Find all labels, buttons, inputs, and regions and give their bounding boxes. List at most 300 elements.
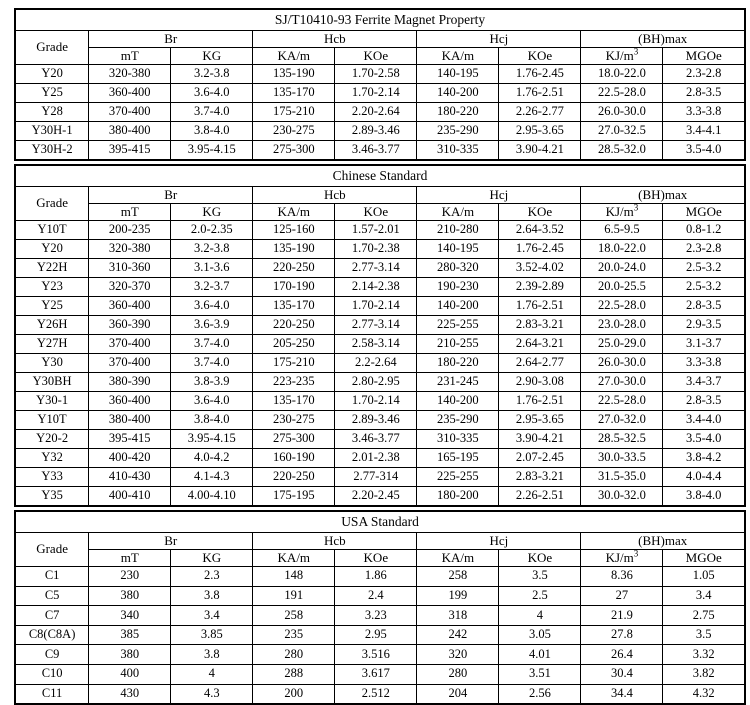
value-cell: 148 (253, 567, 335, 587)
table-row (15, 65, 745, 84)
value-cell: 3.6-3.9 (171, 316, 253, 335)
value-cell: 3.516 (335, 645, 417, 665)
value-cell: 4 (499, 606, 581, 626)
column-header-unit: mT (89, 550, 171, 567)
grade-cell: Y30-1 (15, 392, 89, 411)
value-cell: 2.4 (335, 586, 417, 606)
value-cell: 3.05 (499, 625, 581, 645)
value-cell: 370-400 (89, 354, 171, 373)
column-header-unit: MGOe (663, 204, 745, 221)
value-cell: 2.8-3.5 (663, 297, 745, 316)
grade-cell: Y20 (15, 240, 89, 259)
value-cell: 320-380 (89, 240, 171, 259)
value-cell: 3.8 (171, 586, 253, 606)
grade-cell: C1 (15, 567, 89, 587)
column-header-unit: KOe (335, 204, 417, 221)
table-row (15, 373, 745, 392)
value-cell: 2.5-3.2 (663, 278, 745, 297)
value-cell: 18.0-22.0 (581, 65, 663, 84)
value-cell: 4.32 (663, 684, 745, 704)
value-cell: 3.7-4.0 (171, 335, 253, 354)
table-title: USA Standard (15, 511, 745, 533)
value-cell: 2.77-3.14 (335, 316, 417, 335)
table-row (15, 392, 745, 411)
column-header-unit: KOe (335, 550, 417, 567)
table-row (15, 240, 745, 259)
value-cell: 3.1-3.7 (663, 335, 745, 354)
grade-cell: Y27H (15, 335, 89, 354)
column-group-hcb: Hcb (253, 187, 417, 204)
column-header-unit: KA/m (253, 48, 335, 65)
column-group-bhmax: (BH)max (581, 187, 745, 204)
value-cell: 200 (253, 684, 335, 704)
value-cell: 3.82 (663, 664, 745, 684)
value-cell: 258 (253, 606, 335, 626)
grade-cell: Y28 (15, 103, 89, 122)
table-row (15, 141, 745, 161)
value-cell: 210-280 (417, 221, 499, 240)
value-cell: 3.5-4.0 (663, 141, 745, 161)
grade-cell: Y25 (15, 84, 89, 103)
value-cell: 30.4 (581, 664, 663, 684)
value-cell: 3.2-3.8 (171, 240, 253, 259)
value-cell: 26.0-30.0 (581, 103, 663, 122)
value-cell: 135-170 (253, 392, 335, 411)
column-group-hcb: Hcb (253, 533, 417, 550)
grade-cell: Y32 (15, 449, 89, 468)
table-row (15, 487, 745, 507)
value-cell: 175-210 (253, 103, 335, 122)
value-cell: 3.3-3.8 (663, 103, 745, 122)
value-cell: 370-400 (89, 335, 171, 354)
value-cell: 21.9 (581, 606, 663, 626)
value-cell: 140-195 (417, 240, 499, 259)
value-cell: 320-370 (89, 278, 171, 297)
grade-cell: Y22H (15, 259, 89, 278)
value-cell: 1.70-2.14 (335, 297, 417, 316)
value-cell: 2.26-2.51 (499, 487, 581, 507)
table-row (15, 259, 745, 278)
value-cell: 3.52-4.02 (499, 259, 581, 278)
value-cell: 2.39-2.89 (499, 278, 581, 297)
table-row (15, 625, 745, 645)
value-cell: 26.0-30.0 (581, 354, 663, 373)
value-cell: 3.617 (335, 664, 417, 684)
value-cell: 380 (89, 586, 171, 606)
column-header-grade: Grade (15, 533, 89, 567)
value-cell: 3.6-4.0 (171, 297, 253, 316)
value-cell: 1.05 (663, 567, 745, 587)
value-cell: 3.8-4.0 (171, 122, 253, 141)
value-cell: 2.8-3.5 (663, 392, 745, 411)
value-cell: 288 (253, 664, 335, 684)
value-cell: 4.0-4.2 (171, 449, 253, 468)
value-cell: 235 (253, 625, 335, 645)
value-cell: 125-160 (253, 221, 335, 240)
value-cell: 3.4-3.7 (663, 373, 745, 392)
value-cell: 2.89-3.46 (335, 122, 417, 141)
value-cell: 2.83-3.21 (499, 468, 581, 487)
value-cell: 230-275 (253, 411, 335, 430)
value-cell: 2.20-2.45 (335, 487, 417, 507)
column-group-br: Br (89, 533, 253, 550)
grade-cell: Y20 (15, 65, 89, 84)
value-cell: 27 (581, 586, 663, 606)
value-cell: 318 (417, 606, 499, 626)
value-cell: 3.4 (663, 586, 745, 606)
value-cell: 1.76-2.45 (499, 240, 581, 259)
value-cell: 6.5-9.5 (581, 221, 663, 240)
value-cell: 4.01 (499, 645, 581, 665)
value-cell: 1.76-2.51 (499, 392, 581, 411)
table-row (15, 645, 745, 665)
table-sjt10410 (14, 8, 746, 161)
value-cell: 2.77-3.14 (335, 259, 417, 278)
value-cell: 430 (89, 684, 171, 704)
column-group-hcj: Hcj (417, 187, 581, 204)
column-header-unit: KA/m (417, 204, 499, 221)
table-title: SJ/T10410-93 Ferrite Magnet Property (15, 9, 745, 31)
column-header-unit: KA/m (417, 48, 499, 65)
table-title: Chinese Standard (15, 165, 745, 187)
value-cell: 34.4 (581, 684, 663, 704)
value-cell: 190-230 (417, 278, 499, 297)
unit-superscript: 3 (633, 46, 639, 57)
value-cell: 2.26-2.77 (499, 103, 581, 122)
value-cell: 280-320 (417, 259, 499, 278)
value-cell: 2.2-2.64 (335, 354, 417, 373)
grade-cell: Y30BH (15, 373, 89, 392)
value-cell: 180-220 (417, 354, 499, 373)
value-cell: 2.3-2.8 (663, 240, 745, 259)
grade-cell: Y10T (15, 411, 89, 430)
value-cell: 225-255 (417, 316, 499, 335)
grade-cell: Y25 (15, 297, 89, 316)
value-cell: 205-250 (253, 335, 335, 354)
value-cell: 220-250 (253, 468, 335, 487)
value-cell: 2.3 (171, 567, 253, 587)
table-row (15, 664, 745, 684)
value-cell: 2.14-2.38 (335, 278, 417, 297)
value-cell: 2.56 (499, 684, 581, 704)
table-row (15, 449, 745, 468)
value-cell: 18.0-22.0 (581, 240, 663, 259)
table-row (15, 122, 745, 141)
grade-cell: C5 (15, 586, 89, 606)
table-row (15, 297, 745, 316)
value-cell: 235-290 (417, 122, 499, 141)
value-cell: 3.5 (663, 625, 745, 645)
value-cell: 27.0-30.0 (581, 373, 663, 392)
value-cell: 2.58-3.14 (335, 335, 417, 354)
value-cell: 22.5-28.0 (581, 392, 663, 411)
value-cell: 220-250 (253, 316, 335, 335)
grade-cell: Y30 (15, 354, 89, 373)
value-cell: 28.5-32.0 (581, 141, 663, 161)
grade-cell: C11 (15, 684, 89, 704)
value-cell: 20.0-25.5 (581, 278, 663, 297)
table-row (15, 278, 745, 297)
value-cell: 230 (89, 567, 171, 587)
value-cell: 135-170 (253, 84, 335, 103)
value-cell: 27.0-32.0 (581, 411, 663, 430)
value-cell: 30.0-32.0 (581, 487, 663, 507)
grade-cell: Y23 (15, 278, 89, 297)
value-cell: 225-255 (417, 468, 499, 487)
table-row (15, 84, 745, 103)
value-cell: 220-250 (253, 259, 335, 278)
value-cell: 2.95-3.65 (499, 411, 581, 430)
value-cell: 2.07-2.45 (499, 449, 581, 468)
value-cell: 3.23 (335, 606, 417, 626)
value-cell: 258 (417, 567, 499, 587)
table-row (15, 567, 745, 587)
table-row (15, 684, 745, 704)
value-cell: 310-335 (417, 430, 499, 449)
value-cell: 2.64-3.52 (499, 221, 581, 240)
table-row (15, 586, 745, 606)
value-cell: 140-200 (417, 297, 499, 316)
value-cell: 27.8 (581, 625, 663, 645)
value-cell: 22.5-28.0 (581, 297, 663, 316)
column-header-unit: KA/m (417, 550, 499, 567)
value-cell: 3.2-3.7 (171, 278, 253, 297)
value-cell: 210-255 (417, 335, 499, 354)
value-cell: 3.6-4.0 (171, 392, 253, 411)
column-group-bhmax: (BH)max (581, 533, 745, 550)
grade-cell: C7 (15, 606, 89, 626)
grade-cell: Y33 (15, 468, 89, 487)
value-cell: 1.76-2.51 (499, 297, 581, 316)
column-group-hcb: Hcb (253, 31, 417, 48)
value-cell: 385 (89, 625, 171, 645)
value-cell: 223-235 (253, 373, 335, 392)
column-header-unit: KOe (499, 550, 581, 567)
column-header-unit: mT (89, 48, 171, 65)
table-row (15, 221, 745, 240)
value-cell: 360-400 (89, 297, 171, 316)
value-cell: 3.8-4.2 (663, 449, 745, 468)
value-cell: 231-245 (417, 373, 499, 392)
value-cell: 4.3 (171, 684, 253, 704)
value-cell: 1.86 (335, 567, 417, 587)
value-cell: 3.8-4.0 (663, 487, 745, 507)
table-row (15, 316, 745, 335)
value-cell: 360-390 (89, 316, 171, 335)
unit-superscript: 3 (633, 202, 639, 213)
value-cell: 1.70-2.14 (335, 392, 417, 411)
value-cell: 2.0-2.35 (171, 221, 253, 240)
value-cell: 3.90-4.21 (499, 430, 581, 449)
column-header-unit: MGOe (663, 550, 745, 567)
value-cell: 2.89-3.46 (335, 411, 417, 430)
value-cell: 23.0-28.0 (581, 316, 663, 335)
value-cell: 3.7-4.0 (171, 354, 253, 373)
value-cell: 165-195 (417, 449, 499, 468)
value-cell: 280 (417, 664, 499, 684)
value-cell: 1.70-2.38 (335, 240, 417, 259)
value-cell: 31.5-35.0 (581, 468, 663, 487)
value-cell: 380-390 (89, 373, 171, 392)
value-cell: 3.95-4.15 (171, 430, 253, 449)
value-cell: 0.8-1.2 (663, 221, 745, 240)
table-usa-standard (14, 510, 746, 705)
value-cell: 275-300 (253, 430, 335, 449)
value-cell: 204 (417, 684, 499, 704)
value-cell: 3.8-4.0 (171, 411, 253, 430)
column-header-unit: $KJ/m^3$ (581, 550, 663, 567)
value-cell: 380 (89, 645, 171, 665)
value-cell: 1.57-2.01 (335, 221, 417, 240)
table-row (15, 354, 745, 373)
value-cell: 400-420 (89, 449, 171, 468)
value-cell: 3.4 (171, 606, 253, 626)
value-cell: 400 (89, 664, 171, 684)
value-cell: 395-415 (89, 141, 171, 161)
value-cell: 26.4 (581, 645, 663, 665)
column-header-unit: KA/m (253, 550, 335, 567)
value-cell: 1.76-2.51 (499, 84, 581, 103)
value-cell: 2.83-3.21 (499, 316, 581, 335)
column-header-unit: KG (171, 204, 253, 221)
table-row (15, 468, 745, 487)
value-cell: 2.5 (499, 586, 581, 606)
value-cell: 2.95-3.65 (499, 122, 581, 141)
value-cell: 180-220 (417, 103, 499, 122)
value-cell: 135-190 (253, 240, 335, 259)
value-cell: 242 (417, 625, 499, 645)
value-cell: 140-200 (417, 84, 499, 103)
value-cell: 3.32 (663, 645, 745, 665)
value-cell: 3.95-4.15 (171, 141, 253, 161)
value-cell: 2.20-2.64 (335, 103, 417, 122)
column-header-grade: Grade (15, 31, 89, 65)
table-row (15, 606, 745, 626)
value-cell: 2.512 (335, 684, 417, 704)
value-cell: 3.46-3.77 (335, 141, 417, 161)
value-cell: 3.4-4.1 (663, 122, 745, 141)
value-cell: 2.75 (663, 606, 745, 626)
column-group-br: Br (89, 31, 253, 48)
value-cell: 2.64-3.21 (499, 335, 581, 354)
column-group-bhmax: (BH)max (581, 31, 745, 48)
column-header-unit: KA/m (253, 204, 335, 221)
column-header-unit: KOe (499, 48, 581, 65)
value-cell: 3.5-4.0 (663, 430, 745, 449)
value-cell: 2.80-2.95 (335, 373, 417, 392)
value-cell: 3.3-3.8 (663, 354, 745, 373)
value-cell: 370-400 (89, 103, 171, 122)
value-cell: 1.76-2.45 (499, 65, 581, 84)
value-cell: 30.0-33.5 (581, 449, 663, 468)
value-cell: 140-195 (417, 65, 499, 84)
grade-cell: Y30H-2 (15, 141, 89, 161)
value-cell: 28.5-32.5 (581, 430, 663, 449)
value-cell: 2.01-2.38 (335, 449, 417, 468)
value-cell: 2.5-3.2 (663, 259, 745, 278)
table-row (15, 411, 745, 430)
value-cell: 170-190 (253, 278, 335, 297)
value-cell: 3.85 (171, 625, 253, 645)
column-group-br: Br (89, 187, 253, 204)
value-cell: 191 (253, 586, 335, 606)
value-cell: 1.70-2.14 (335, 84, 417, 103)
column-header-unit: $KJ/m^3$ (581, 204, 663, 221)
value-cell: 200-235 (89, 221, 171, 240)
value-cell: 135-170 (253, 297, 335, 316)
column-header-unit: $KJ/m^3$ (581, 48, 663, 65)
grade-cell: C8(C8A) (15, 625, 89, 645)
value-cell: 275-300 (253, 141, 335, 161)
value-cell: 199 (417, 586, 499, 606)
value-cell: 25.0-29.0 (581, 335, 663, 354)
column-group-hcj: Hcj (417, 533, 581, 550)
value-cell: 4.00-4.10 (171, 487, 253, 507)
value-cell: 3.51 (499, 664, 581, 684)
value-cell: 3.46-3.77 (335, 430, 417, 449)
column-header-unit: KG (171, 48, 253, 65)
value-cell: 135-190 (253, 65, 335, 84)
value-cell: 8.36 (581, 567, 663, 587)
grade-cell: Y10T (15, 221, 89, 240)
value-cell: 2.77-314 (335, 468, 417, 487)
value-cell: 3.4-4.0 (663, 411, 745, 430)
value-cell: 400-410 (89, 487, 171, 507)
value-cell: 4.0-4.4 (663, 468, 745, 487)
value-cell: 235-290 (417, 411, 499, 430)
column-header-unit: MGOe (663, 48, 745, 65)
grade-cell: C9 (15, 645, 89, 665)
value-cell: 2.3-2.8 (663, 65, 745, 84)
value-cell: 160-190 (253, 449, 335, 468)
value-cell: 3.6-4.0 (171, 84, 253, 103)
value-cell: 320 (417, 645, 499, 665)
value-cell: 320-380 (89, 65, 171, 84)
value-cell: 360-400 (89, 392, 171, 411)
grade-cell: Y35 (15, 487, 89, 507)
value-cell: 340 (89, 606, 171, 626)
grade-cell: C10 (15, 664, 89, 684)
value-cell: 3.8-3.9 (171, 373, 253, 392)
value-cell: 2.9-3.5 (663, 316, 745, 335)
table-chinese-standard (14, 164, 746, 507)
value-cell: 2.64-2.77 (499, 354, 581, 373)
column-header-grade: Grade (15, 187, 89, 221)
value-cell: 230-275 (253, 122, 335, 141)
value-cell: 1.70-2.58 (335, 65, 417, 84)
value-cell: 2.90-3.08 (499, 373, 581, 392)
value-cell: 3.1-3.6 (171, 259, 253, 278)
value-cell: 410-430 (89, 468, 171, 487)
grade-cell: Y20-2 (15, 430, 89, 449)
value-cell: 310-335 (417, 141, 499, 161)
table-row (15, 335, 745, 354)
table-row (15, 103, 745, 122)
column-header-unit: KOe (335, 48, 417, 65)
value-cell: 3.7-4.0 (171, 103, 253, 122)
value-cell: 180-200 (417, 487, 499, 507)
value-cell: 2.8-3.5 (663, 84, 745, 103)
value-cell: 380-400 (89, 411, 171, 430)
column-header-unit: KG (171, 550, 253, 567)
column-header-unit: mT (89, 204, 171, 221)
grade-cell: Y30H-1 (15, 122, 89, 141)
value-cell: 140-200 (417, 392, 499, 411)
value-cell: 2.95 (335, 625, 417, 645)
value-cell: 280 (253, 645, 335, 665)
unit-superscript: 3 (633, 548, 639, 559)
value-cell: 175-195 (253, 487, 335, 507)
